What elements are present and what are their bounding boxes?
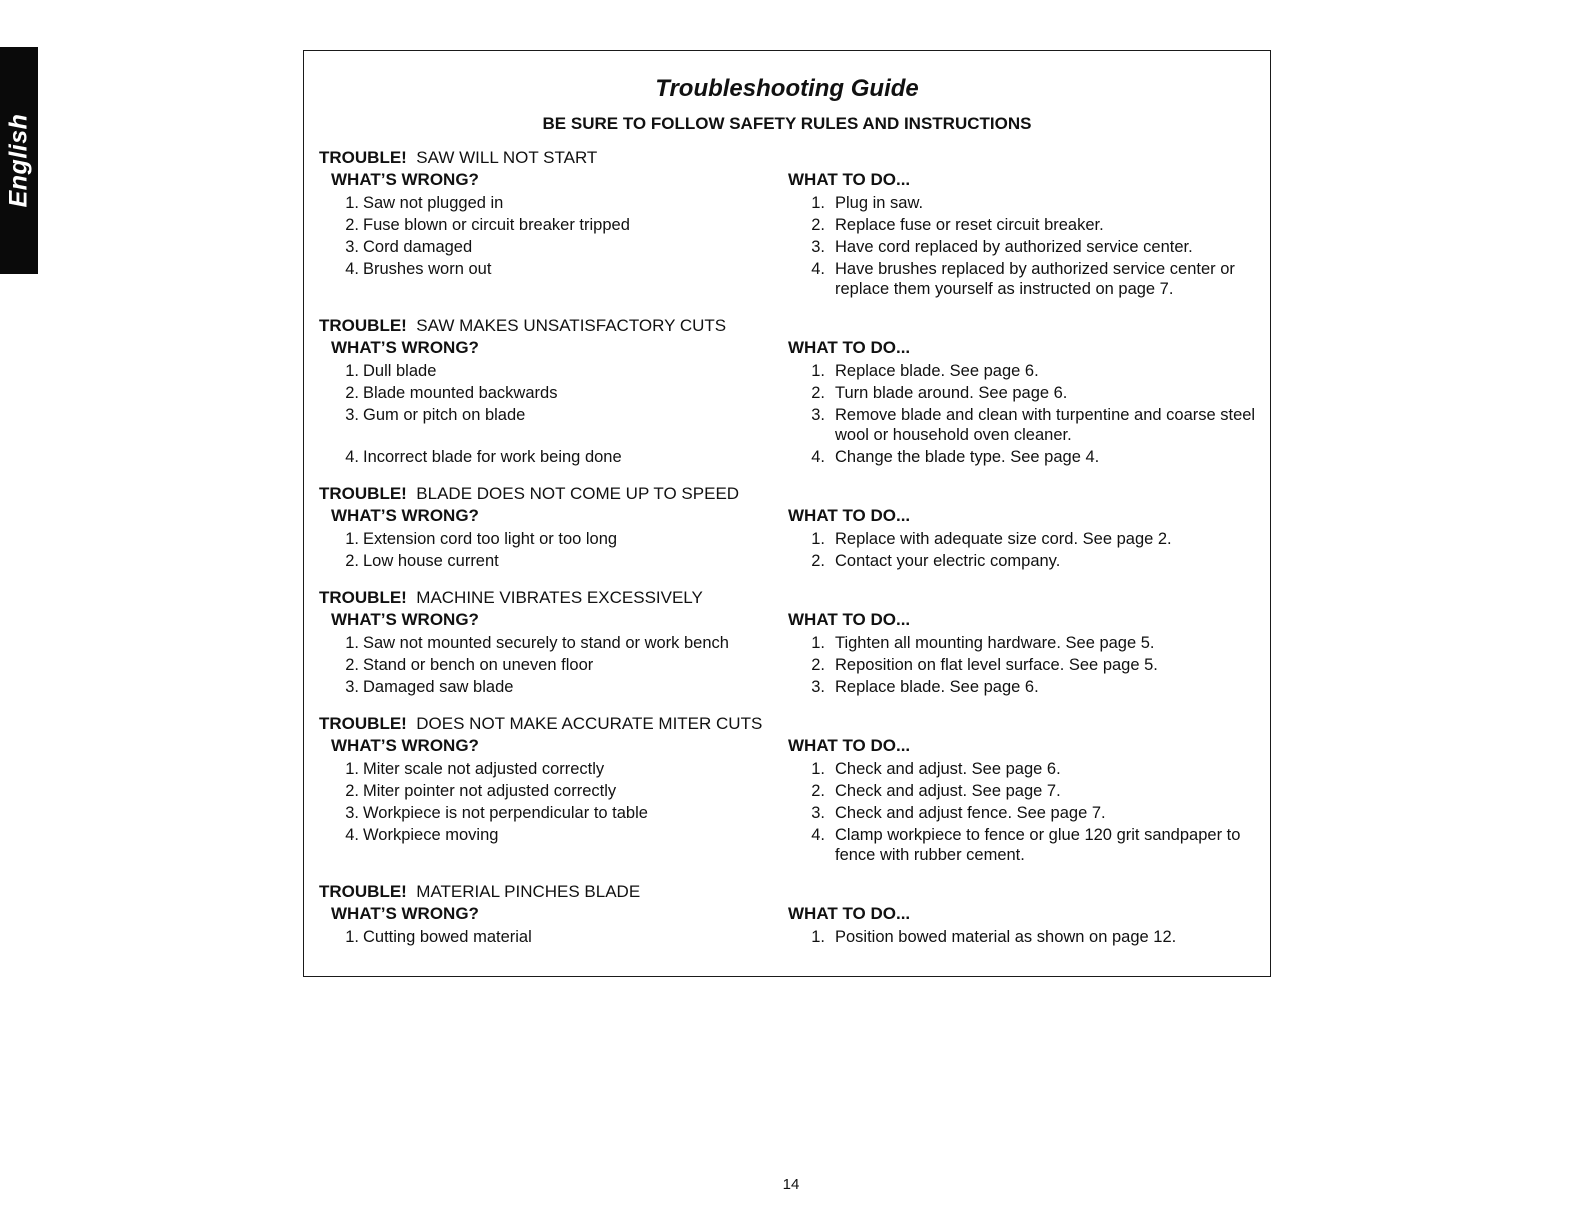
what-to-do-text: Check and adjust. See page 7.: [835, 782, 1061, 800]
trouble-text: SAW WILL NOT START: [416, 148, 598, 167]
whats-wrong-text: Extension cord too light or too long: [363, 530, 618, 548]
trouble-heading: [319, 713, 1255, 735]
trouble-heading: [319, 483, 1255, 505]
item-number: 4.: [811, 826, 825, 844]
whats-wrong-heading: WHAT’S WRONG?: [331, 338, 479, 357]
what-to-do-text: Replace with adequate size cord. See page 2.: [835, 530, 1172, 548]
whats-wrong-text: Fuse blown or circuit breaker tripped: [363, 216, 630, 234]
item-number: 1.: [345, 760, 359, 778]
item-number: 4.: [345, 260, 359, 278]
whats-wrong-heading: WHAT’S WRONG?: [331, 170, 479, 189]
whats-wrong-text: Damaged saw blade: [363, 678, 514, 696]
what-to-do-text: Remove blade and clean with turpentine and coarse steel wool or household oven cleaner.: [835, 406, 1256, 444]
whats-wrong-text: Brushes worn out: [363, 260, 492, 278]
trouble-text: MATERIAL PINCHES BLADE: [416, 882, 641, 901]
item-number: 2.: [345, 384, 359, 402]
whats-wrong-text: Gum or pitch on blade: [363, 406, 526, 424]
item-number: 4.: [811, 448, 825, 466]
item-number: 3.: [345, 678, 359, 696]
what-to-do-heading: WHAT TO DO...: [788, 170, 911, 189]
what-to-do-text: Have brushes replaced by authorized service center or replace them yourself as instructed on page 7.: [835, 260, 1235, 298]
trouble-section: [319, 881, 1255, 946]
trouble-label: TROUBLE!: [319, 714, 407, 733]
trouble-heading: [319, 881, 1255, 903]
trouble-label: TROUBLE!: [319, 882, 407, 901]
item-number: 1.: [345, 634, 359, 652]
whats-wrong-heading: WHAT’S WRONG?: [331, 904, 479, 923]
whats-wrong-text: Stand or bench on uneven floor: [363, 656, 594, 674]
item-number: 4.: [811, 260, 825, 278]
whats-wrong-text: Cord damaged: [363, 238, 473, 256]
item-number: 3.: [811, 804, 825, 822]
whats-wrong-text: Blade mounted backwards: [363, 384, 558, 402]
item-number: 4.: [345, 826, 359, 844]
whats-wrong-text: Miter pointer not adjusted correctly: [363, 782, 617, 800]
item-number: 2.: [811, 656, 825, 674]
whats-wrong-text: Workpiece moving: [363, 826, 499, 844]
what-to-do-heading: WHAT TO DO...: [788, 736, 911, 755]
page-number: 14: [782, 1176, 800, 1193]
guide-subtitle: BE SURE TO FOLLOW SAFETY RULES AND INSTRUCTIONS: [542, 114, 1032, 133]
whats-wrong-text: Dull blade: [363, 362, 437, 380]
trouble-text: BLADE DOES NOT COME UP TO SPEED: [416, 484, 740, 503]
trouble-label: TROUBLE!: [319, 148, 407, 167]
what-to-do-text: Replace blade. See page 6.: [835, 678, 1039, 696]
trouble-section: [319, 147, 1255, 298]
item-number: 3.: [345, 406, 359, 424]
item-number: 2.: [811, 216, 825, 234]
item-number: 2.: [345, 656, 359, 674]
item-number: 2.: [811, 782, 825, 800]
item-number: 1.: [345, 194, 359, 212]
what-to-do-text: Plug in saw.: [835, 194, 924, 212]
what-to-do-text: Have cord replaced by authorized service center.: [835, 238, 1193, 256]
what-to-do-text: Position bowed material as shown on page 12.: [835, 928, 1177, 946]
whats-wrong-heading: WHAT’S WRONG?: [331, 506, 479, 525]
item-number: 1.: [811, 530, 825, 548]
item-number: 3.: [811, 406, 825, 424]
item-number: 3.: [345, 804, 359, 822]
what-to-do-heading: WHAT TO DO...: [788, 904, 911, 923]
whats-wrong-heading: WHAT’S WRONG?: [331, 610, 479, 629]
trouble-text: MACHINE VIBRATES EXCESSIVELY: [416, 588, 703, 607]
what-to-do-heading: WHAT TO DO...: [788, 610, 911, 629]
item-number: 3.: [811, 238, 825, 256]
trouble-label: TROUBLE!: [319, 484, 407, 503]
troubleshooting-guide-box: [303, 50, 1271, 977]
what-to-do-text: Change the blade type. See page 4.: [835, 448, 1100, 466]
what-to-do-text: Replace blade. See page 6.: [835, 362, 1039, 380]
what-to-do-text: Turn blade around. See page 6.: [835, 384, 1068, 402]
trouble-section: [319, 587, 1255, 696]
item-number: 2.: [345, 782, 359, 800]
what-to-do-text: Check and adjust. See page 6.: [835, 760, 1061, 778]
whats-wrong-text: Saw not mounted securely to stand or work bench: [363, 634, 729, 652]
item-number: 2.: [811, 552, 825, 570]
what-to-do-text: Reposition on flat level surface. See page 5.: [835, 656, 1158, 674]
trouble-text: DOES NOT MAKE ACCURATE MITER CUTS: [416, 714, 763, 733]
item-number: 1.: [811, 928, 825, 946]
trouble-label: TROUBLE!: [319, 588, 407, 607]
what-to-do-text: Check and adjust fence. See page 7.: [835, 804, 1106, 822]
trouble-heading: [319, 147, 1255, 169]
what-to-do-text: Clamp workpiece to fence or glue 120 grit sandpaper to fence with rubber cement.: [835, 826, 1241, 864]
item-number: 2.: [345, 552, 359, 570]
what-to-do-heading: WHAT TO DO...: [788, 338, 911, 357]
whats-wrong-text: Saw not plugged in: [363, 194, 504, 212]
item-number: 2.: [811, 384, 825, 402]
whats-wrong-text: Miter scale not adjusted correctly: [363, 760, 605, 778]
whats-wrong-text: Cutting bowed material: [363, 928, 532, 946]
language-tab-label: English: [4, 113, 33, 208]
trouble-heading: [319, 587, 1255, 609]
trouble-text: SAW MAKES UNSATISFACTORY CUTS: [416, 316, 727, 335]
item-number: 3.: [345, 238, 359, 256]
trouble-section: [319, 483, 1255, 570]
whats-wrong-heading: WHAT’S WRONG?: [331, 736, 479, 755]
item-number: 3.: [811, 678, 825, 696]
what-to-do-text: Contact your electric company.: [835, 552, 1061, 570]
item-number: 1.: [811, 362, 825, 380]
trouble-heading: [319, 315, 1255, 337]
item-number: 1.: [811, 194, 825, 212]
what-to-do-text: Tighten all mounting hardware. See page 5.: [835, 634, 1155, 652]
whats-wrong-text: Low house current: [363, 552, 499, 570]
item-number: 1.: [811, 760, 825, 778]
what-to-do-heading: WHAT TO DO...: [788, 506, 911, 525]
what-to-do-text: Replace fuse or reset circuit breaker.: [835, 216, 1104, 234]
item-number: 2.: [345, 216, 359, 234]
trouble-section: [319, 315, 1256, 466]
trouble-label: TROUBLE!: [319, 316, 407, 335]
whats-wrong-text: Incorrect blade for work being done: [363, 448, 622, 466]
item-number: 4.: [345, 448, 359, 466]
item-number: 1.: [345, 362, 359, 380]
language-tab: [0, 47, 38, 274]
whats-wrong-text: Workpiece is not perpendicular to table: [363, 804, 648, 822]
item-number: 1.: [345, 530, 359, 548]
item-number: 1.: [811, 634, 825, 652]
trouble-section: [319, 713, 1255, 864]
item-number: 1.: [345, 928, 359, 946]
guide-title: Troubleshooting Guide: [655, 75, 919, 102]
